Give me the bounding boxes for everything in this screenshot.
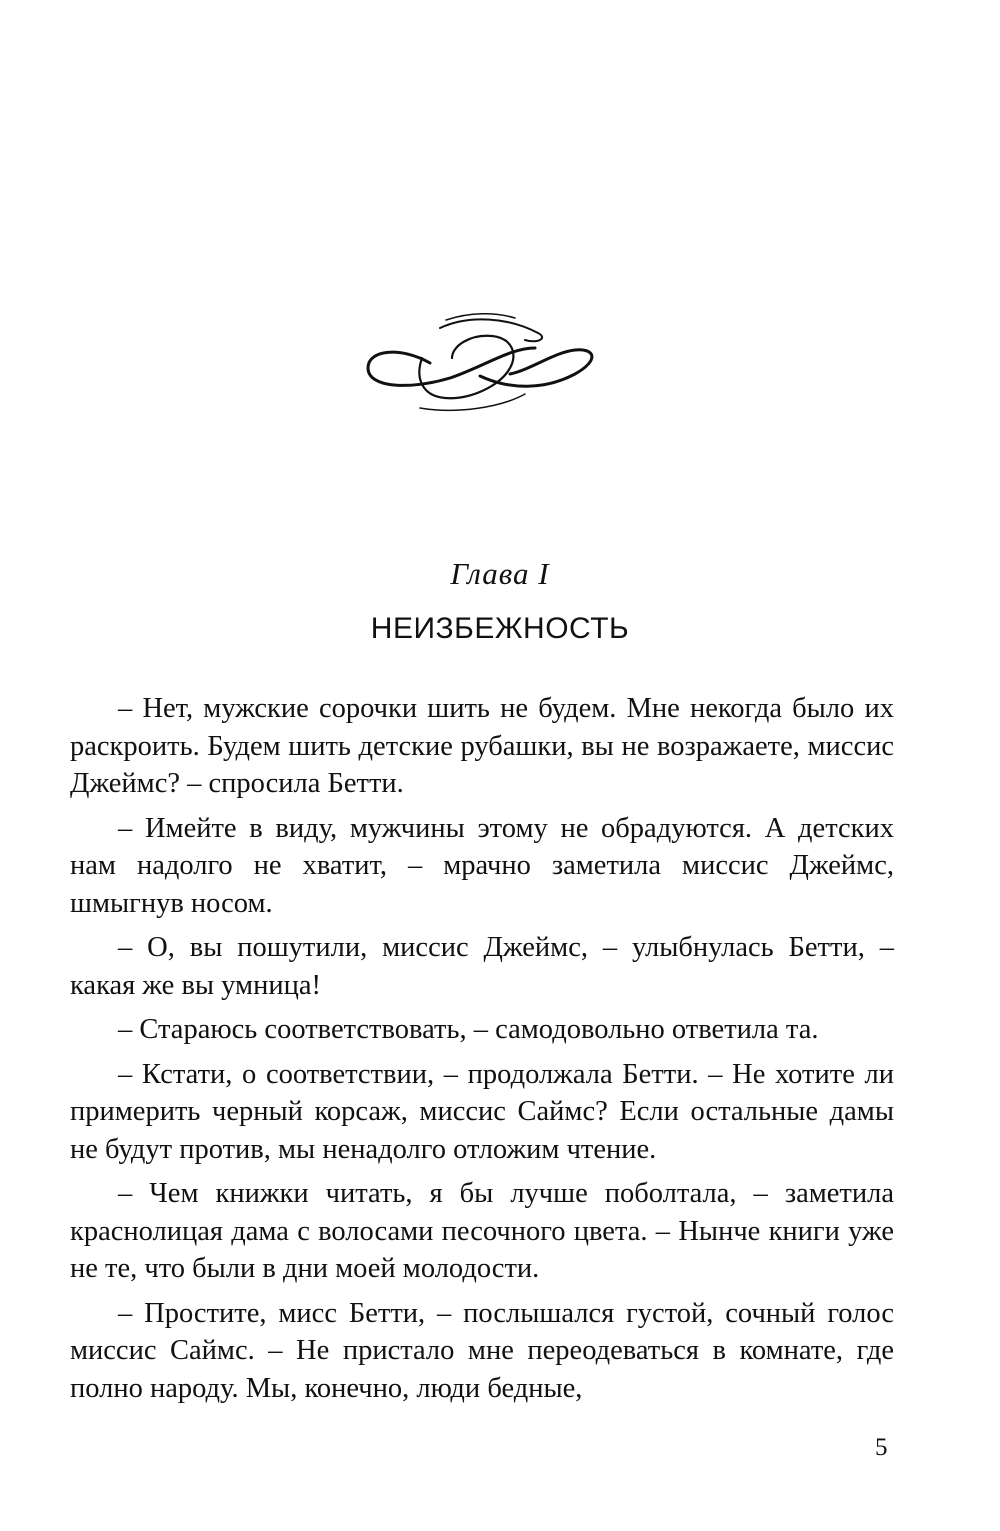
chapter-label: Глава I [450, 556, 550, 591]
paragraph: – Простите, мисс Бетти, – послышался густой, сочный голос миссис Саймс. – Не пристало мне переодеваться в комнате, где полно народу. Мы, конечно, люди бедные, [70, 1297, 894, 1404]
paragraph: – Имейте в виду, мужчины этому не обрадуются. А детских нам надолго не хватит, – мрачно заметила миссис Джеймс, шмыгнув носом. [70, 812, 894, 919]
chapter-title: НЕИЗБЕЖНОСТЬ [370, 612, 630, 645]
paragraph: – Стараюсь соответствовать, – самодовольно ответила та. [118, 1014, 819, 1045]
flourish-icon [360, 308, 610, 418]
paragraph: – Чем книжки читать, я бы лучше поболтала, – заметила краснолицая дама с волосами песочного цвета. – Нынче книги уже не те, что были в дни моей молодости. [70, 1178, 894, 1284]
paragraph: – Нет, мужские сорочки шить не будем. Мне некогда было их раскроить. Будем шить детские рубашки, вы не возражаете, миссис Джеймс? – спросила Бетти. [70, 693, 894, 799]
paragraph: – Кстати, о соответствии, – продолжала Бетти. – Не хотите ли примерить черный корсаж, миссис Саймс? Если остальные дамы не будут против, мы ненадолго отложим чтение. [70, 1058, 894, 1165]
paragraph: – О, вы пошутили, миссис Джеймс, – улыбнулась Бетти, – какая же вы умница! [70, 932, 894, 1001]
body-text [70, 690, 894, 1414]
page-number: 5 [875, 1434, 888, 1461]
